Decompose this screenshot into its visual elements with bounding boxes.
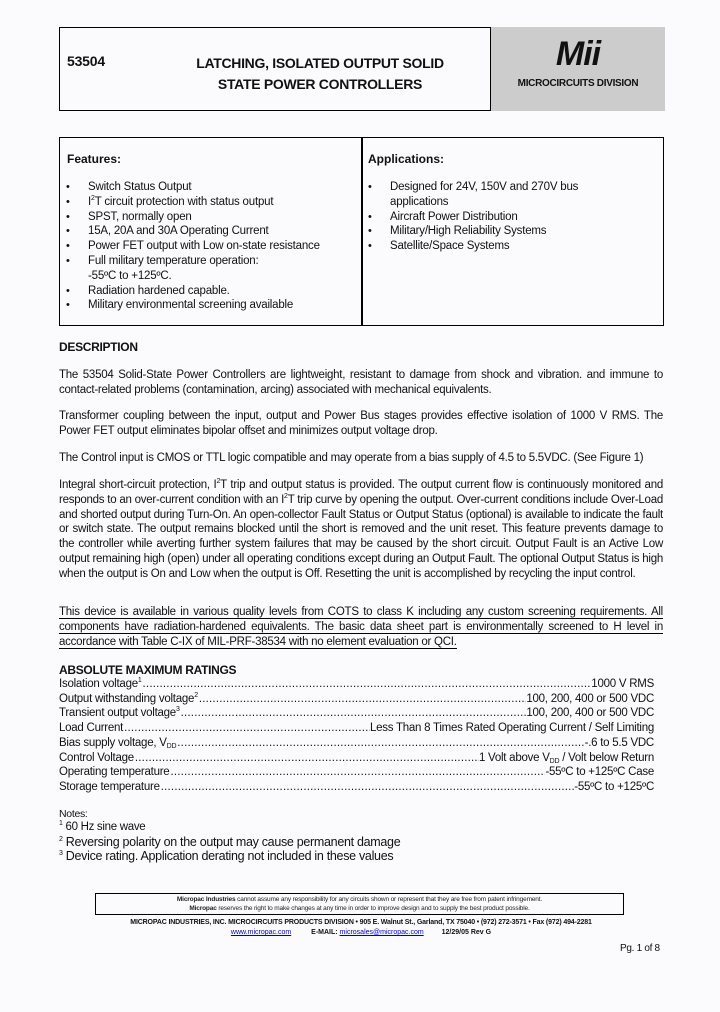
rating-value: 1 Volt above $V_{DD}$ / Volt below Return: [478, 751, 654, 765]
p4-text-b: T trip and output status is provided. The output current flow is continuously monitored and responds to an over-current condition with an I: [59, 479, 663, 506]
dot-leader: [134, 751, 479, 766]
description-heading: DESCRIPTION: [59, 340, 138, 354]
rating-value: -.6 to 5.5 VDC: [584, 736, 654, 749]
description-paragraph-4: [59, 478, 663, 582]
dot-leader: [180, 706, 527, 721]
p4-text-a: Integral short-circuit protection, I: [59, 479, 217, 491]
dot-leader: [169, 765, 545, 780]
note-item: $^1$ 60 Hz sine wave: [59, 820, 146, 833]
features-applications-box: [59, 137, 664, 326]
description-paragraph-2: Transformer coupling between the input, output and Power Bus stages provides effective isolation of 1000 V RMS. The Power FET output eliminates bipolar offset and minimizes output voltage drop.: [59, 410, 663, 437]
rating-row: [59, 751, 654, 766]
dot-leader: [176, 736, 584, 751]
feature-item: [65, 254, 320, 284]
logo-subtitle: MICROCIRCUITS DIVISION: [517, 77, 639, 89]
ratings-table: [59, 677, 654, 795]
feature-item-continuation: -55ºC to +125ºC.: [88, 269, 172, 282]
p4-text-c: T trip curve by opening the output. Over-current conditions include Over-Load and shorted output during Turn-On. An open-collector Fault Status or Output Status (optional) is available to indicate the fault or switch state. The output remains blocked until the short is removed and the unit reset. This feature prevents damage to the controller while averting further system failures that may be caused by the short circuit. Output Fault is an Active Low output remaining high (open) under all operating conditions except during an Output Fault. The optional Output Status is high when the output is On and Low when the output is Off. Resetting the unit is accomplished by recycling the input control.: [59, 493, 663, 580]
rating-row: [59, 706, 654, 721]
feature-item: • Power FET output with Low on-state resistance: [65, 239, 320, 254]
header-box: [59, 27, 664, 111]
application-item: • Military/High Reliability Systems: [367, 224, 578, 239]
email-link[interactable]: microsales@micropac.com: [339, 929, 424, 936]
rating-row: [59, 736, 654, 751]
rating-row: [59, 692, 654, 707]
rating-value: Less Than 8 Times Rated Operating Current / Self Limiting: [369, 722, 654, 735]
rating-value: 1000 V RMS: [591, 678, 654, 690]
notes-section: [59, 808, 400, 864]
description-paragraph-1: The 53504 Solid-State Power Controllers are lightweight, resistant to damage from shock and vibration. and immune to contact-related problems (contamination, arcing) associated with mechanical equivalents.: [59, 369, 663, 396]
application-item: [367, 180, 578, 210]
features-heading: Features:: [67, 152, 122, 166]
feature-item: • Switch Status Output: [65, 180, 320, 195]
application-item: • Aircraft Power Distribution: [367, 210, 578, 225]
application-item-continuation: applications: [390, 195, 449, 208]
rating-label: Operating temperature: [59, 766, 170, 779]
description-paragraph-3: The Control input is CMOS or TTL logic compatible and may operate from a bias supply of 4.5 to 5.5VDC. (See Figure 1): [59, 452, 644, 464]
rating-row: [59, 765, 654, 780]
feature-item-text: Full military temperature operation:: [88, 254, 259, 267]
legal-disclaimer: [95, 893, 624, 915]
description-paragraph-5: [59, 605, 663, 649]
part-number: 53504: [67, 53, 105, 69]
rating-label: Isolation voltage$^1$: [59, 677, 142, 690]
application-item: • Satellite/Space Systems: [367, 239, 578, 254]
rating-label: Control Voltage: [59, 751, 134, 764]
document-title: [160, 53, 480, 95]
feature-item: • Radiation hardened capable.: [65, 284, 320, 299]
p5-text: This device is available in various quality levels from COTS to class K including any custom screening requirements. All components have radiation-hardened equivalents. The basic data sheet part is environmentally screened to H level in accordance with Table C-IX of MIL-PRF-38534 with no element evaluation or QCI.: [59, 606, 663, 648]
feature-item: • SPST, normally open: [65, 210, 320, 225]
website-link[interactable]: www.micropac.com: [230, 929, 292, 936]
note-item: $^3$ Device rating. Application derating not included in these values: [59, 849, 394, 864]
application-item-text: Designed for 24V, 150V and 270V bus: [390, 181, 579, 193]
column-divider: [361, 138, 363, 325]
superscript: 2: [216, 478, 221, 485]
feature-item: • $I^2T$ circuit protection with status output: [65, 195, 320, 210]
title-line-1: LATCHING, ISOLATED OUTPUT SOLID: [196, 55, 444, 71]
dot-leader: [123, 721, 370, 736]
rating-row: [59, 780, 654, 795]
rating-row: [59, 677, 654, 692]
applications-heading: Applications:: [368, 152, 445, 166]
dot-leader: [142, 677, 592, 692]
disclaimer-line-2: Micropac reserves the right to make changes at any time in order to improve design and to supply the best product possible.: [189, 905, 530, 912]
rating-value: -55ºC to +125ºC: [574, 780, 654, 793]
logo-mark: Mii: [555, 34, 601, 73]
rating-label: Bias supply voltage, $V_{DD}$: [59, 736, 177, 750]
superscript: 2: [284, 492, 288, 500]
title-line-2: STATE POWER CONTROLLERS: [217, 76, 423, 92]
contact-line: [59, 928, 663, 938]
feature-item: • Military environmental screening available: [65, 298, 320, 313]
rating-row: [59, 721, 654, 736]
revision-info: 12/29/05 Rev G: [441, 929, 492, 936]
note-item: $^2$ Reversing polarity on the output may cause permanent damage: [59, 834, 401, 849]
notes-heading: Notes:: [59, 808, 88, 820]
feature-item: • 15A, 20A and 30A Operating Current: [65, 224, 320, 239]
rating-value: 100, 200, 400 or 500 VDC: [526, 692, 654, 705]
rating-value: 100, 200, 400 or 500 VDC: [526, 707, 654, 720]
disclaimer-line-1: Micropac Industries cannot assume any responsibility for any circuits shown or represent that they are free from patent infringement.: [176, 896, 543, 903]
rating-label: Output withstanding voltage$^2$: [59, 691, 198, 705]
company-logo: [490, 27, 665, 111]
page-number: Pg. 1 of 8: [620, 943, 660, 954]
email-label: E-MAIL:: [311, 929, 338, 936]
rating-label: Storage temperature: [59, 780, 160, 793]
company-address: MICROPAC INDUSTRIES, INC. MICROCIRCUITS PRODUCTS DIVISION • 905 E. Walnut St., Garland, TX 75040 • (972) 272-3571 • Fax (972) 494-2281: [130, 919, 592, 926]
rating-label: Load Current: [59, 722, 124, 735]
dot-leader: [198, 692, 527, 707]
applications-list: [367, 180, 578, 254]
rating-value: -55ºC to +125ºC Case: [545, 766, 654, 779]
rating-label: Transient output voltage$^3$: [59, 706, 180, 720]
features-list: [65, 180, 320, 313]
ratings-heading: ABSOLUTE MAXIMUM RATINGS: [59, 663, 237, 677]
dot-leader: [160, 780, 575, 795]
